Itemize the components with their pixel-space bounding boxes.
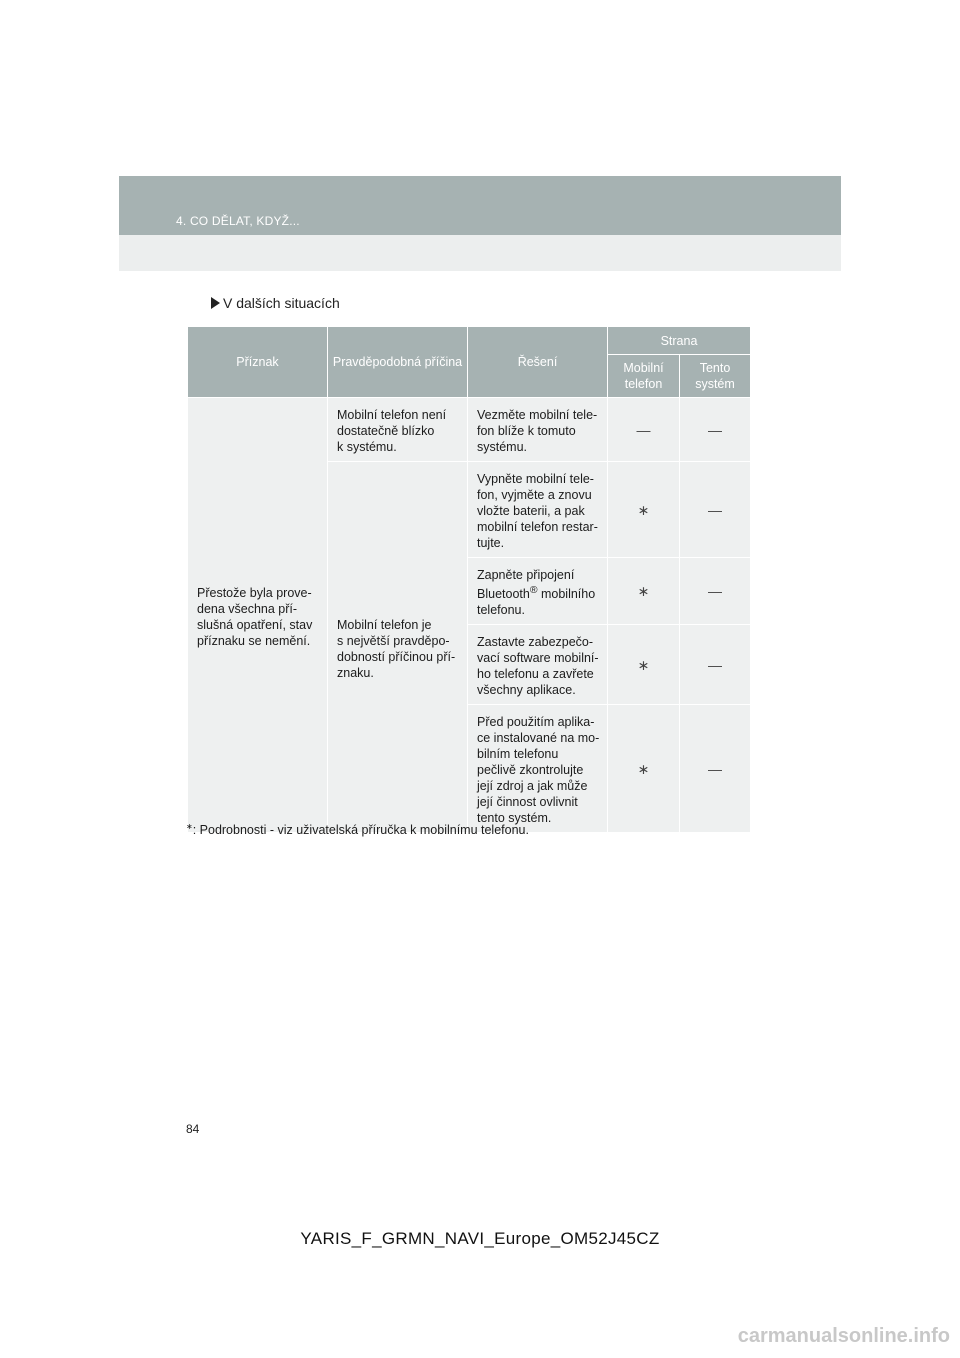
solution-cell: Zastavte zabezpečo- vací software mobilní- ho telefonu a zavřete všechny aplikace. (468, 625, 608, 705)
section-title: V dalších situacích (223, 295, 340, 311)
header-system: Tento systém (680, 355, 751, 398)
header-solution: Řešení (468, 327, 608, 398)
header-cause: Pravděpodobná příčina (328, 327, 468, 398)
mobile-ref: — (608, 398, 680, 462)
cause-cell: Mobilní telefon je s největší pravděpo- dobností příčinou pří- znaku. (328, 462, 468, 833)
footnote-text: : Podrobnosti - viz uživatelská příručka k mobilnímu telefonu. (192, 823, 529, 838)
page-number: 84 (186, 1122, 200, 1136)
section-heading (211, 295, 340, 311)
solution-text: Zapněte připojení Bluetooth (477, 568, 575, 602)
header-subband (119, 235, 841, 271)
system-ref: — (680, 398, 751, 462)
mobile-ref: ∗ (608, 705, 680, 833)
solution-cell: Vezměte mobilní tele- fon blíže k tomuto systému. (468, 398, 608, 462)
header-page: Strana (608, 327, 751, 355)
solution-cell (468, 558, 608, 625)
triangle-bullet-icon (211, 297, 220, 309)
solution-text: mobilního telefonu. (477, 587, 596, 618)
system-ref: — (680, 625, 751, 705)
footnote (186, 822, 529, 837)
mobile-ref: ∗ (608, 558, 680, 625)
system-ref: — (680, 558, 751, 625)
table-row (188, 398, 751, 462)
registered-mark: ® (529, 585, 538, 596)
solution-cell: Před použitím aplika- ce instalované na mo- bilním telefonu pečlivě zkontrolujte její zdroj a jak může její činnost ovlivnit tento systém. (468, 705, 608, 833)
mobile-ref: ∗ (608, 462, 680, 558)
solution-cell: Vypněte mobilní tele- fon, vyjměte a znovu vložte baterii, a pak mobilní telefon restar- tujte. (468, 462, 608, 558)
cause-cell: Mobilní telefon není dostatečně blízko k systému. (328, 398, 468, 462)
troubleshooting-table (187, 326, 751, 833)
system-ref: — (680, 705, 751, 833)
chapter-title: 4. CO DĚLAT, KDYŽ... (176, 214, 300, 228)
system-ref: — (680, 462, 751, 558)
header-symptom: Příznak (188, 327, 328, 398)
mobile-ref: ∗ (608, 625, 680, 705)
watermark: carmanualsonline.info (737, 1325, 950, 1347)
symptom-cell: Přestože byla prove- dena všechna pří- slušná opatření, stav příznaku se nemění. (188, 398, 328, 833)
document-id: YARIS_F_GRMN_NAVI_Europe_OM52J45CZ (300, 1229, 660, 1248)
footnote-marker: ∗ (186, 822, 193, 831)
header-mobile: Mobilní telefon (608, 355, 680, 398)
